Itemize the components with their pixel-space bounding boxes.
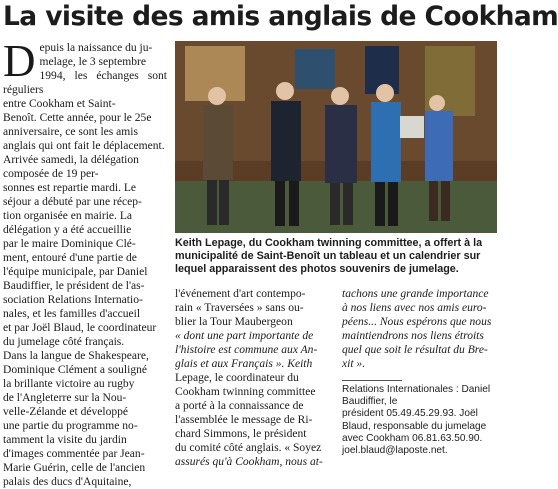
text-line: tamment la visite du jardin [3,434,127,446]
text-line: Dans la langue de Shakespeare, [3,350,149,362]
text-line: anglais qui ont fait le déplacement. [3,140,165,152]
text-line: anniversaire, ce sont les amis [3,126,138,138]
contact-line: joel.blaud@laposte.net. [342,445,448,457]
text-line: Baudiffier, le président de l'as- [3,280,145,292]
text-line: entre Cookham et Saint- [3,98,116,110]
text-line: Benoît. Cette année, pour le 25e [3,112,152,124]
text-line: xit ». [342,358,366,370]
text-line: l'événement d'art contempo- [175,288,306,300]
text-line: sociation Relations Internatio- [3,294,143,306]
text-line: assurés qu'à Cookham, nous at- [175,456,323,468]
contact-line: président 05.49.45.29.93. Joël [342,408,478,420]
text-line: l'assemblée le message de Ri- [175,414,313,426]
headline: La visite des amis anglais de Cookham [3,1,558,32]
contact-line: Blaud, responsable du jumelage [342,420,487,432]
text-line: par le maire Dominique Clé- [3,238,136,250]
photo-illustration [175,41,497,233]
text-line: chard Simmons, le président [175,428,307,440]
separator-rule [342,380,402,381]
text-line: de l'Angleterre sur la Nou- [3,392,127,404]
drop-cap: D [3,36,36,86]
contact-info [342,384,497,457]
text-line: Lepage, le coordinateur du [175,372,299,384]
text-line: l'histoire est commune aux An- [175,344,318,356]
text-line: epuis la naissance du ju- [39,42,153,54]
contact-line: avec Cookham 06.81.63.50.90. [342,432,483,444]
text-line: une partie du programme no- [3,420,138,432]
contact-line: Baudiffier, le [342,396,398,408]
text-line: ment, entouré d'une partie de [3,252,137,264]
text-line: tachons une grande importance [342,288,489,300]
text-line: du jumelage côté français. [3,336,125,348]
text-line: du comité côté anglais. « Soyez [175,442,322,454]
text-line: Cookham twinning committee [175,386,316,398]
event-photo [175,41,497,233]
contact-line: Relations Internationales : Daniel [342,384,491,395]
text-line: tion organisée en mairie. La [3,210,133,222]
text-line: d'images commentée par Jean- [3,448,145,460]
text-line: péens... Nous espérons que nous [342,316,492,328]
text-line: palais des ducs d'Aquitaine, [3,476,132,488]
text-line: à nos liens avec nos amis euro- [342,302,487,314]
text-line: la brillante victoire au rugby [3,378,135,390]
text-line: rain « Traversées » sans ou- [175,302,304,314]
text-line: glais et aux Français ». Keith [175,358,313,370]
text-line: sonnes est repartie mardi. Le [3,182,137,194]
text-line: délégation y a été accueillie [3,224,132,236]
text-line: Marie Guérin, celle de l'ancien [3,462,146,474]
text-line: séjour a débuté par une récep- [3,196,142,208]
article-column-2 [175,287,337,469]
article-column-3 [342,287,497,371]
text-line: composée de 19 per- [3,168,99,180]
text-line: a porté à la connaissance de [175,400,304,412]
text-line: blier la Tour Maubergeon [175,316,293,328]
text-line: Arrivée samedi, la délégation [3,154,139,166]
text-line: nales, et les familles d'accueil [3,308,141,320]
article-column-1 [3,36,167,489]
text-line: Dominique Clément a souligné [3,364,147,376]
photo-caption: Keith Lepage, du Cookham twinning committee, a offert à la municipalité de Saint-Benoît un tableau et un calendrier sur lequel apparaissent des photos souvenirs de jumelage. [175,237,483,276]
text-line: velle-Zélande et développé [3,406,129,418]
text-line: quel que soit le résultat du Bre- [342,344,488,356]
text-line: maintiendrons nos liens étroits [342,330,484,342]
text-line: « dont une part importante de [175,330,314,342]
text-line: l'équipe municipale, par Daniel [3,266,148,278]
text-line: melage, le 3 septembre [39,56,146,68]
text-line: 1994, les échanges sont réguliers [3,70,167,96]
text-line: et par Joël Blaud, le coordinateur [3,322,157,334]
